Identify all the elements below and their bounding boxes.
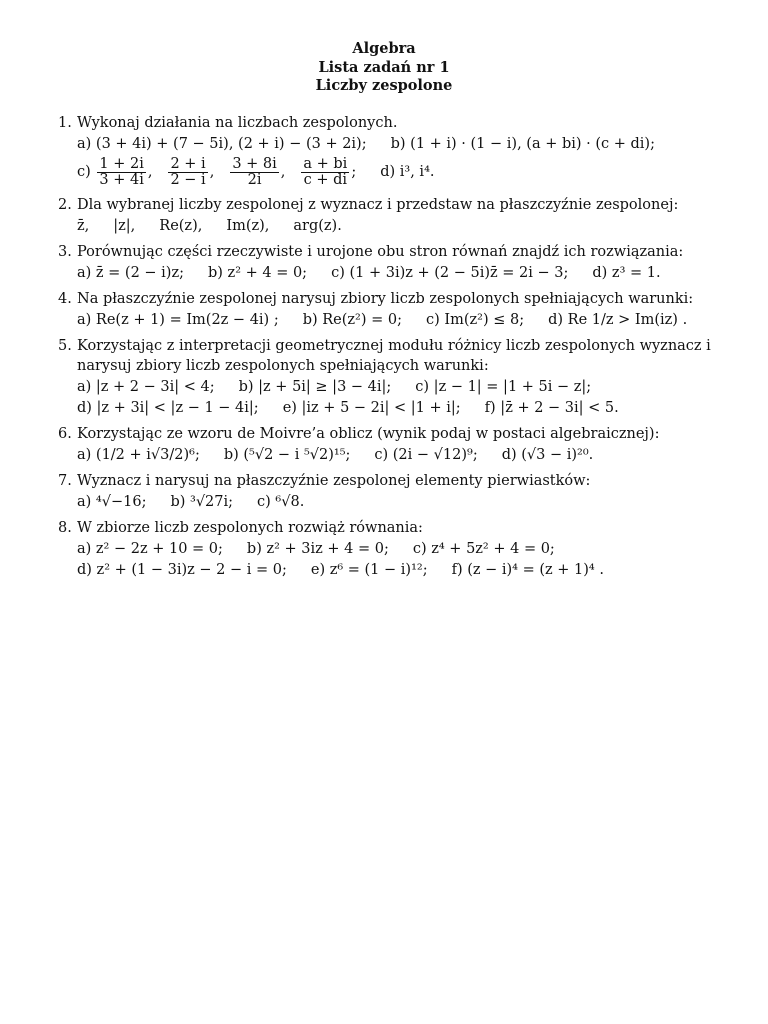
- subpart: a) Re(z + 1) = Im(2z − 4i) ;: [77, 312, 279, 328]
- subpart: a) ⁴√−16;: [77, 494, 147, 510]
- document-title: Algebra: [352, 40, 416, 57]
- problem-number: 4.: [58, 291, 72, 307]
- subpart: e) z⁶ = (1 − i)¹²;: [310, 562, 428, 578]
- fraction-subparts: c) $\frac{1 + 2i}{3 + 4i}$ , $\frac{2 + i}{2 - i}$ , $\frac{3 + 8i}{2i}$ , $\frac{a + bi}{c + di}$ ; d) i³, i⁴.: [77, 155, 435, 188]
- fraction: $\frac{1 + 2i}{3 + 4i}$: [99, 155, 144, 188]
- subpart: a) z² − 2z + 10 = 0;: [77, 541, 223, 557]
- problem-item: [58, 336, 748, 418]
- document-topic: Liczby zespolone: [315, 77, 453, 94]
- subpart: c) Im(z²) ≤ 8;: [426, 312, 525, 328]
- problem-item: [58, 424, 748, 465]
- subpart: d) |z + 3i| < |z − 1 − 4i|;: [77, 400, 259, 416]
- subpart: d) i³, i⁴.: [380, 164, 435, 180]
- subpart: b) (1 + i) · (1 − i), (a + bi) · (c + di);: [390, 136, 655, 152]
- problem-number: 2.: [58, 197, 72, 213]
- subpart: c) (1 + 3i)z + (2 − 5i)z̄ = 2i − 3;: [331, 265, 569, 281]
- subpart: b) z² + 3iz + 4 = 0;: [246, 541, 389, 557]
- problem-text: Porównując części rzeczywiste i urojone obu stron równań znajdź ich rozwiązania:: [77, 244, 684, 260]
- subpart: d) z² + (1 − 3i)z − 2 − i = 0;: [77, 562, 287, 578]
- problem-subparts: [77, 310, 748, 330]
- subpart: a) (1/2 + i√3/2)⁶;: [77, 447, 200, 463]
- subpart: c) |z − 1| = |1 + 5i − z|;: [415, 379, 592, 395]
- fraction: $\frac{3 + 8i}{2i}$: [232, 155, 277, 188]
- subpart: d) z³ = 1.: [592, 265, 661, 281]
- problem-list: [58, 113, 748, 586]
- subpart: Re(z),: [159, 218, 203, 234]
- subpart: e) |iz + 5 − 2i| < |1 + i|;: [282, 400, 461, 416]
- problem-text: Na płaszczyźnie zespolonej narysuj zbiory liczb zespolonych spełniających warunki:: [77, 291, 694, 307]
- problem-subparts: [77, 398, 748, 418]
- problem-text: W zbiorze liczb zespolonych rozwiąż równania:: [77, 520, 423, 536]
- subpart: d) (√3 − i)²⁰.: [501, 447, 594, 463]
- problem-number: 6.: [58, 426, 72, 442]
- subpart: f) (z − i)⁴ = (z + 1)⁴ .: [451, 562, 604, 578]
- problem-subparts: [77, 492, 748, 512]
- subpart: b) Re(z²) = 0;: [302, 312, 403, 328]
- subpart: Im(z),: [226, 218, 270, 234]
- subpart: b) |z + 5i| ≥ |3 − 4i|;: [238, 379, 392, 395]
- subpart: c) z⁴ + 5z² + 4 = 0;: [412, 541, 555, 557]
- subpart: f) |z̄ + 2 − 3i| < 5.: [484, 400, 619, 416]
- subpart: z̄,: [77, 218, 90, 234]
- problem-number: 7.: [58, 473, 72, 489]
- problem-subparts: [77, 560, 748, 580]
- problem-item: [58, 289, 748, 330]
- subpart: d) Re 1/z > Im(iz) .: [548, 312, 688, 328]
- subpart: arg(z).: [293, 218, 342, 234]
- problem-text: Korzystając z interpretacji geometrycznej modułu różnicy liczb zespolonych wyznacz i narysuj zbiory liczb zespolonych spełniających warunki:: [77, 338, 711, 374]
- subpart: b) z² + 4 = 0;: [208, 265, 308, 281]
- subpart: c) (2i − √12)⁹;: [374, 447, 478, 463]
- problem-number: 8.: [58, 520, 72, 536]
- problem-subparts: [77, 134, 748, 154]
- problem-number: 1.: [58, 115, 72, 131]
- problem-subparts: [77, 539, 748, 559]
- document-header: [0, 40, 768, 96]
- subpart: a) |z + 2 − 3i| < 4;: [77, 379, 215, 395]
- subpart: c) ⁶√8.: [257, 494, 305, 510]
- problem-subparts: [77, 377, 748, 397]
- subpart: b) ³√27i;: [170, 494, 234, 510]
- subpart-label: c): [77, 164, 96, 180]
- problem-subparts: [77, 216, 748, 236]
- problem-number: 3.: [58, 244, 72, 260]
- problem-subparts: [77, 445, 748, 465]
- problem-item: [58, 195, 748, 236]
- fraction: $\frac{a + bi}{c + di}$: [303, 155, 348, 188]
- problem-subparts: [77, 263, 748, 283]
- subpart: b) (⁵√2 − i ⁵√2)¹⁵;: [223, 447, 351, 463]
- problem-text: Korzystając ze wzoru de Moivre’a oblicz (wynik podaj w postaci algebraicznej):: [77, 426, 660, 442]
- fraction: $\frac{2 + i}{2 - i}$: [170, 155, 206, 188]
- document-subtitle: Lista zadań nr 1: [318, 58, 450, 76]
- problem-item: [58, 242, 748, 283]
- subpart: a) z̄ = (2 − i)z;: [77, 265, 184, 281]
- subpart: |z|,: [113, 218, 136, 234]
- problem-number: 5.: [58, 338, 72, 354]
- problem-item: [58, 518, 748, 580]
- problem-text: Wyznacz i narysuj na płaszczyźnie zespolonej elementy pierwiastków:: [77, 473, 591, 489]
- subpart: a) (3 + 4i) + (7 − 5i), (2 + i) − (3 + 2i);: [77, 136, 367, 152]
- problem-item: [58, 113, 748, 189]
- problem-text: Dla wybranej liczby zespolonej z wyznacz i przedstaw na płaszczyźnie zespolonej:: [77, 197, 679, 213]
- problem-item: [58, 471, 748, 512]
- problem-text: Wykonaj działania na liczbach zespolonych.: [77, 115, 398, 131]
